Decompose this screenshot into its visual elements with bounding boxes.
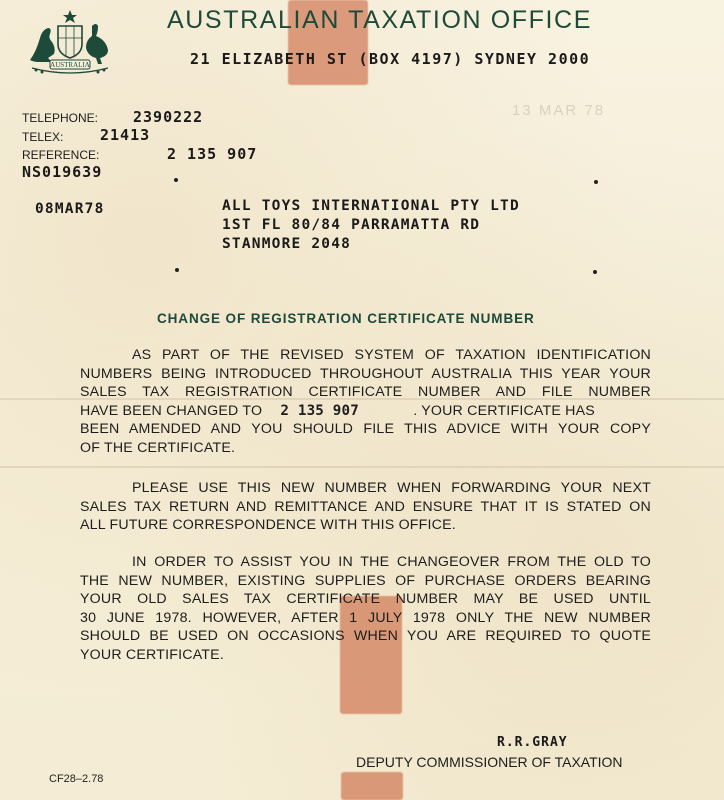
form-number: CF28–2.78 bbox=[49, 773, 104, 785]
paragraph-line: YOUR CERTIFICATE. bbox=[80, 646, 224, 663]
recipient-line-1: ALL TOYS INTERNATIONAL PTY LTD bbox=[222, 198, 520, 214]
paper-fold-bottom bbox=[0, 466, 724, 468]
paragraph-line-with-number bbox=[80, 402, 651, 421]
paragraph-line: BEEN AMENDED AND YOU SHOULD FILE THIS ADVICE WITH YOUR COPY bbox=[80, 421, 651, 438]
envelope-window-dot bbox=[594, 180, 598, 184]
reference-label: REFERENCE: bbox=[22, 148, 100, 162]
crest-scroll-text: AUSTRALIA bbox=[50, 61, 90, 69]
reference-number: 2 135 907 bbox=[167, 145, 258, 163]
letter-date: 08MAR78 bbox=[35, 201, 105, 217]
paragraph-1 bbox=[80, 346, 651, 458]
recipient-line-2: 1ST FL 80/84 PARRAMATTA RD bbox=[222, 217, 481, 233]
recipient-line-3: STANMORE 2048 bbox=[222, 236, 352, 252]
paragraph-text: . YOUR CERTIFICATE HAS bbox=[413, 402, 595, 419]
tape-stain-bottom bbox=[341, 772, 403, 800]
paragraph-line: SALES TAX RETURN AND REMITTANCE AND ENSURE THAT IT IS STATED ON bbox=[80, 498, 651, 515]
paragraph-line: THE NEW NUMBER, EXISTING SUPPLIES OF PURCHASE ORDERS BEARING bbox=[80, 572, 651, 589]
paragraph-line: ALL FUTURE CORRESPONDENCE WITH THIS OFFICE. bbox=[80, 517, 456, 534]
signatory-title: DEPUTY COMMISSIONER OF TAXATION bbox=[356, 754, 623, 770]
paragraph-line: YOUR OLD SALES TAX CERTIFICATE NUMBER MAY BE USED UNTIL bbox=[80, 591, 651, 608]
telex-label: TELEX: bbox=[22, 130, 64, 144]
new-certificate-number: 2 135 907 bbox=[280, 402, 360, 419]
paragraph-3 bbox=[80, 553, 651, 665]
paragraph-2 bbox=[80, 479, 651, 535]
paragraph-line: AS PART OF THE REVISED SYSTEM OF TAXATION IDENTIFICATION bbox=[132, 347, 651, 363]
paragraph-line: OF THE CERTIFICATE. bbox=[80, 439, 236, 456]
received-date-stamp: 13 MAR 78 bbox=[512, 102, 606, 119]
australian-coat-of-arms-logo bbox=[22, 8, 118, 80]
telephone-number: 2390222 bbox=[133, 108, 204, 126]
paragraph-line: SALES TAX REGISTRATION CERTIFICATE NUMBER AND FILE NUMBER bbox=[80, 384, 651, 401]
envelope-window-dot bbox=[175, 268, 179, 272]
office-address: 21 ELIZABETH ST (BOX 4197) SYDNEY 2000 bbox=[190, 50, 591, 68]
paragraph-line: 30 JUNE 1978. HOWEVER, AFTER 1 JULY 1978 ONLY THE NEW NUMBER bbox=[80, 609, 651, 626]
letter-subject: CHANGE OF REGISTRATION CERTIFICATE NUMBER bbox=[157, 311, 535, 326]
paragraph-text: HAVE BEEN CHANGED TO bbox=[80, 402, 263, 419]
paragraph-line: SHOULD BE USED ON OCCASIONS WHEN YOU ARE REQUIRED TO QUOTE bbox=[80, 628, 651, 645]
paragraph-line: IN ORDER TO ASSIST YOU IN THE CHANGEOVER FROM THE OLD TO bbox=[132, 554, 651, 570]
office-title: AUSTRALIAN TAXATION OFFICE bbox=[167, 6, 592, 34]
telex-number: 21413 bbox=[100, 126, 151, 144]
envelope-window-dot bbox=[174, 178, 178, 182]
envelope-window-dot bbox=[593, 270, 597, 274]
signatory-name: R.R.GRAY bbox=[497, 735, 568, 750]
paragraph-line: PLEASE USE THIS NEW NUMBER WHEN FORWARDING YOUR NEXT bbox=[132, 480, 651, 496]
telephone-label: TELEPHONE: bbox=[22, 111, 99, 125]
paragraph-line: NUMBERS BEING INTRODUCED THROUGHOUT AUSTRALIA THIS YEAR YOUR bbox=[80, 365, 651, 382]
file-code: NS019639 bbox=[22, 163, 103, 181]
